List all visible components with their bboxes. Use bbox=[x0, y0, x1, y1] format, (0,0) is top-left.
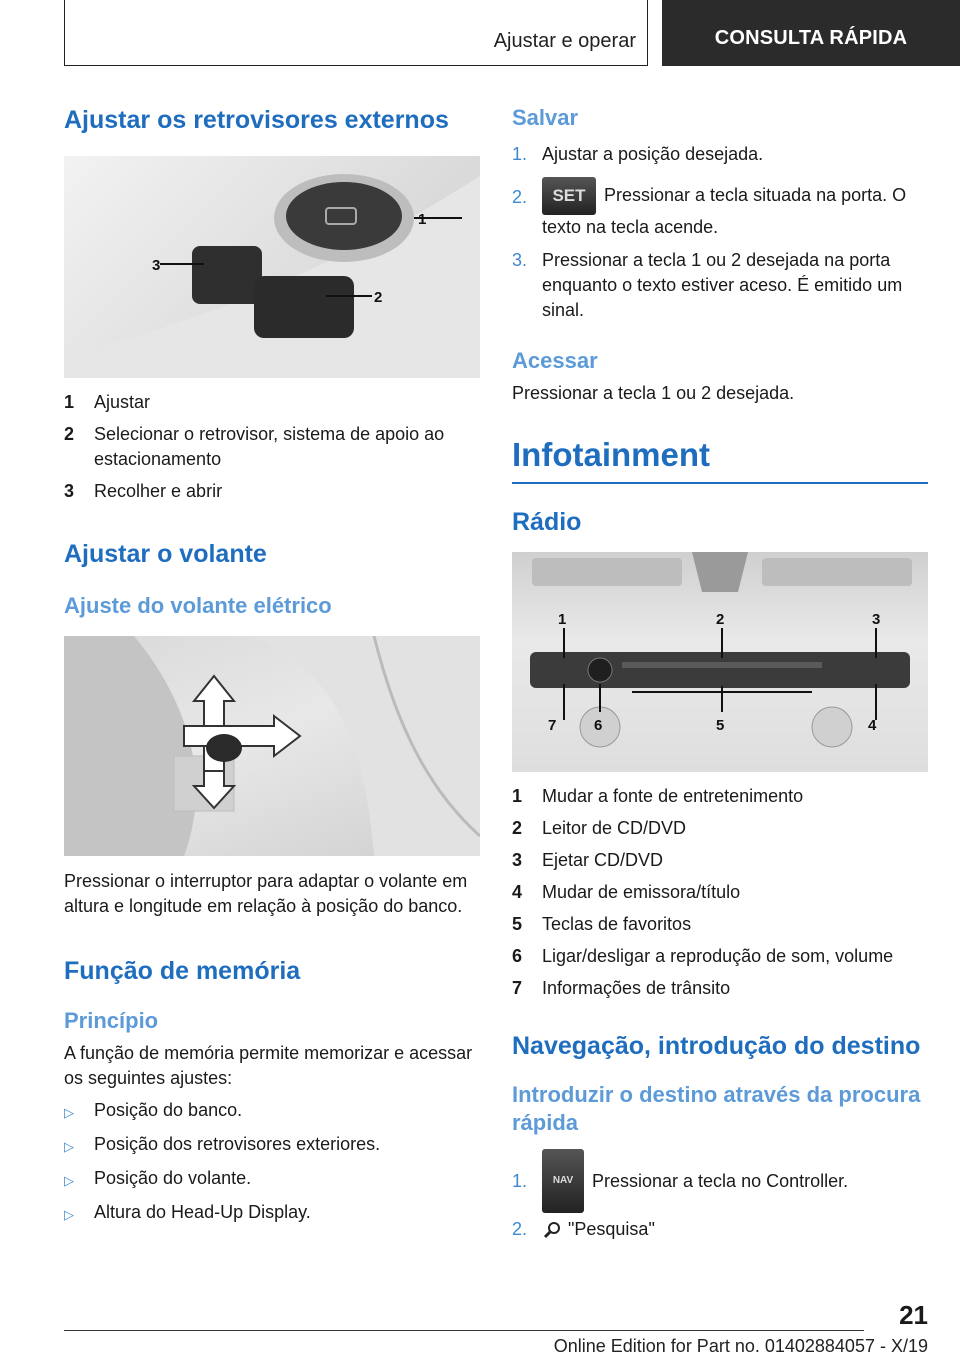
principle-text: A função de memória permite memorizar e acessar os seguintes ajustes: bbox=[64, 1043, 473, 1088]
mirror-callout-3: 3 bbox=[152, 257, 161, 274]
legend-item: 4 Mudar de emissora/título bbox=[512, 882, 741, 902]
list-item: ▷ Posição do volante. bbox=[64, 1166, 480, 1193]
radio-legend bbox=[512, 784, 928, 1001]
bullet-icon: ▷ bbox=[64, 1173, 74, 1188]
list-item: 1. Ajustar a posição desejada. bbox=[512, 144, 764, 164]
radio-callout-4: 4 bbox=[868, 717, 877, 734]
footer-rule bbox=[64, 1330, 864, 1331]
bullet-icon: ▷ bbox=[64, 1105, 74, 1120]
left-column bbox=[64, 96, 480, 1227]
bullet-icon: ▷ bbox=[64, 1207, 74, 1222]
list-item: 2. "Pesquisa" bbox=[512, 1219, 655, 1239]
nav-subheading: Introduzir o destino através da procura rápida bbox=[512, 1082, 921, 1135]
search-icon bbox=[542, 1220, 562, 1240]
principle-heading: Princípio bbox=[64, 1008, 159, 1033]
access-heading: Acessar bbox=[512, 348, 598, 373]
list-item: 2. SET Pressionar a tecla situada na porta. O texto na tecla acende. bbox=[512, 177, 928, 240]
steering-heading: Ajustar o volante bbox=[64, 540, 267, 568]
list-item: ▷ Posição dos retrovisores exteriores. bbox=[64, 1132, 480, 1159]
legend-item: 6 Ligar/desligar a reprodução de som, volume bbox=[512, 946, 894, 966]
legend-item: 7 Informações de trânsito bbox=[512, 978, 731, 998]
infotainment-heading: Infotainment bbox=[512, 436, 710, 473]
mirrors-legend bbox=[64, 390, 480, 504]
radio-callout-2: 2 bbox=[716, 611, 725, 628]
principle-bullets bbox=[64, 1098, 480, 1227]
radio-callout-3: 3 bbox=[872, 611, 881, 628]
header-tab[interactable]: CONSULTA RÁPIDA bbox=[662, 0, 960, 66]
steering-text: Pressionar o interruptor para adaptar o volante em altura e longitude em relação à posição do banco. bbox=[64, 871, 468, 916]
radio-panel-illustration bbox=[512, 552, 928, 772]
list-item: 1. NAV Pressionar a tecla no Controller. bbox=[512, 1149, 928, 1213]
nav-heading: Navegação, introdução do destino bbox=[512, 1032, 921, 1060]
legend-item: 1 Ajustar bbox=[64, 392, 151, 412]
set-button-icon: SET bbox=[542, 177, 596, 215]
nav-button-icon: NAV bbox=[542, 1149, 584, 1213]
page-header bbox=[0, 0, 960, 66]
mirror-callout-2: 2 bbox=[374, 289, 383, 306]
steering-adjust-illustration bbox=[64, 636, 480, 856]
steering-subheading: Ajuste do volante elétrico bbox=[64, 593, 332, 618]
right-column bbox=[512, 96, 928, 1242]
radio-callout-1: 1 bbox=[558, 611, 567, 628]
legend-item: 1 Mudar a fonte de entretenimento bbox=[512, 786, 804, 806]
radio-callout-7: 7 bbox=[548, 717, 557, 734]
mirror-callout-1: 1 bbox=[418, 211, 427, 228]
bullet-icon: ▷ bbox=[64, 1139, 74, 1154]
mirrors-heading: Ajustar os retrovisores externos bbox=[64, 106, 449, 134]
footer-edition: Online Edition for Part no. 01402884057 - X/19 bbox=[553, 1336, 928, 1356]
radio-callout-5: 5 bbox=[716, 717, 725, 734]
save-heading: Salvar bbox=[512, 105, 579, 130]
nav-steps bbox=[512, 1149, 928, 1242]
save-steps bbox=[512, 142, 928, 323]
section-rule bbox=[512, 482, 928, 484]
legend-item: 2 Leitor de CD/DVD bbox=[512, 818, 687, 838]
header-section-title: Ajustar e operar bbox=[493, 30, 636, 52]
legend-item: 5 Teclas de favoritos bbox=[512, 914, 692, 934]
legend-item: 3 Ejetar CD/DVD bbox=[512, 850, 664, 870]
legend-item: 3 Recolher e abrir bbox=[64, 481, 223, 501]
memory-heading: Função de memória bbox=[64, 957, 301, 985]
list-item: 3. Pressionar a tecla 1 ou 2 desejada na porta enquanto o texto estiver aceso. É emitido um sinal. bbox=[512, 250, 903, 320]
steering-adjust-image bbox=[64, 636, 480, 856]
page-number: 21 bbox=[899, 1300, 928, 1330]
radio-panel-image bbox=[512, 552, 928, 772]
list-item: ▷ Posição do banco. bbox=[64, 1098, 480, 1125]
legend-item: 2 Selecionar o retrovisor, sistema de apoio ao estacionamento bbox=[64, 424, 445, 469]
list-item: ▷ Altura do Head-Up Display. bbox=[64, 1200, 480, 1227]
mirror-controls-illustration bbox=[64, 156, 480, 378]
mirror-controls-image bbox=[64, 156, 480, 378]
access-text: Pressionar a tecla 1 ou 2 desejada. bbox=[512, 383, 795, 403]
radio-heading: Rádio bbox=[512, 508, 582, 536]
radio-callout-6: 6 bbox=[594, 717, 603, 734]
